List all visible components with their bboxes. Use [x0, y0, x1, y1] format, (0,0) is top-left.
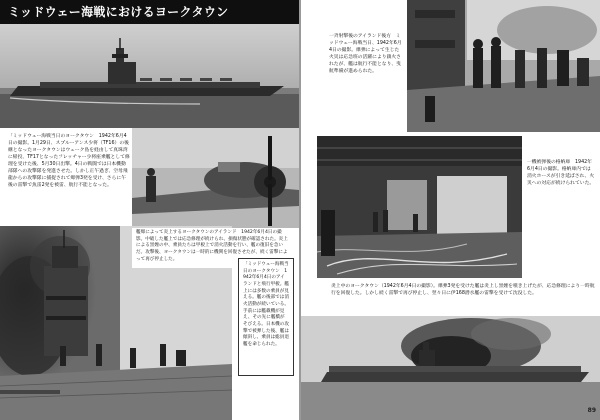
flight-deck-crew-photo: [407, 0, 600, 132]
burning-carrier-photo: [301, 316, 600, 420]
bottom-caption: 炎上中のヨークタウン（1942年6月4日の撮影）。爆弾3発を受けた艦は炎上し黒煙を噴き上げたが、応急修理により一時航行を回復した。しかし続く雷撃で再び停止し、翌々日に伊168潜水艦の雷撃を受けて沈没した。: [331, 284, 595, 296]
right-page: [301, 0, 600, 420]
deck-caption: 一斉射撃後のアイランド後方 ミッドウェー海戦当日、1942年6月4日の撮影。爆弾によって生じた火災は応急班の活躍により鎮火されたが、艦は航行不能となり、曳航準備が進められた。: [329, 34, 402, 74]
page-number: 89: [587, 407, 596, 414]
dive-bomber-caption: 艦爆によって炎上するヨークタウンのアイランド 1942年6月4日の撮影。中破した艦上では応急修理が続けられ、損傷状態が確認された。炎上による黒煙の中、乗員たちは甲板上で消火活動を行い、艦の復旧を急いだ。攻撃後、ヨークタウンは一時的に機関を回復させたが、続く雷撃によって再び停止した。: [132, 228, 294, 268]
hangar-caption: 一機被弾後の格納庫 1942年6月4日の撮影。格納庫内では消火ホースが引き延ばされ、火災への対応が続けられていた。: [527, 160, 595, 186]
hangar-interior-photo: [317, 136, 522, 278]
left-page: [0, 0, 299, 420]
yorktown-underway-photo: [0, 24, 299, 128]
body-text: 「ミッドウェー海戦当日のヨークタウン 1942年6月4日の撮影。1月29日、スプルーアンス少将（TF16）の後継となったヨークタウンはウェーク島を経由して真珠湾に帰投、TF17となったフレッチャー少将座乗艦として修理を受けた後、5月30日出撃。4日の戦闘では日本機動部隊への攻撃隊を発進させた。しかし正午過ぎ、空母飛龍からの攻撃隊に捕捉されて爆弾3発を受け、さらに午後の雷撃で魚雷2発を被雷、航行不能となった。: [8, 134, 130, 188]
aircraft-propeller-photo: [132, 128, 299, 228]
framed-caption: 「ミッドウェー海戦当日のヨークタウン 1942年6月4日のアイランドと飛行甲板。艦上には多数の乗員が見える。艦の後部では消火活動が続いている。手前には艦載機が見え、その先に艦橋がそびえる。日本機の攻撃で被弾した後、艦は傾斜し、乗員は総員退艦を命じられた。: [238, 258, 294, 376]
section-title: ミッドウェー海戦におけるヨークタウン: [0, 0, 299, 24]
